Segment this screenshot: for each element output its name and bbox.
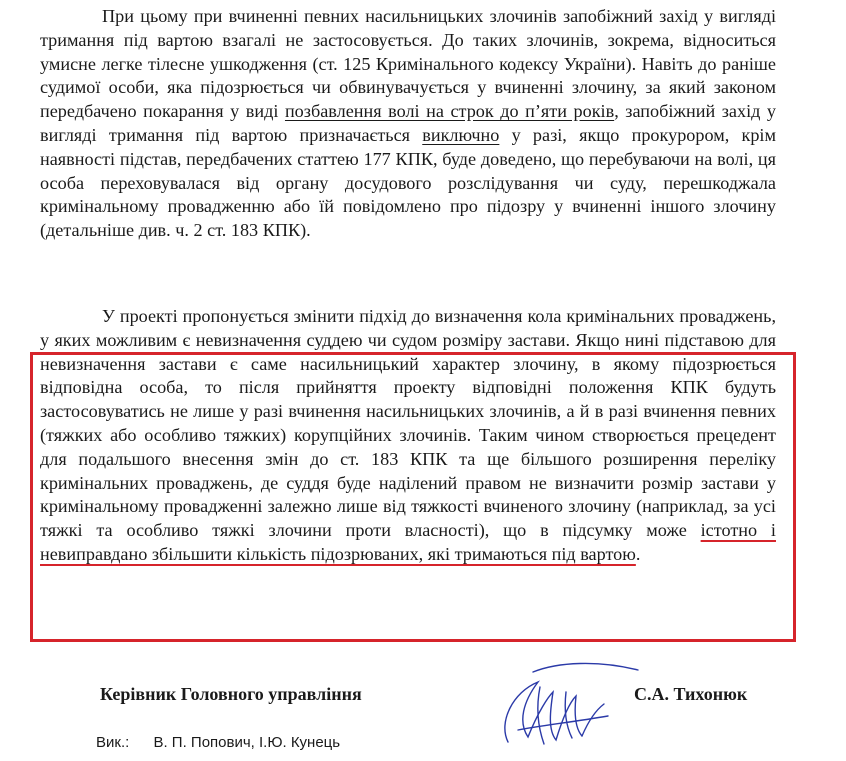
- paragraph2-text-b: .: [635, 543, 641, 564]
- paragraph-detention-rules: [40, 5, 776, 243]
- executors-label: Вик.:: [96, 734, 130, 751]
- paragraph1-text-b: , запобіжний захід у вигляді тримання під вартою призначається: [40, 101, 776, 145]
- handwritten-signature-icon: [478, 652, 648, 752]
- signatory-name: С.А. Тихонюк: [634, 684, 748, 704]
- executors-names: В. П. Попович, І.Ю. Кунець: [153, 734, 341, 751]
- paragraph2-text-a: У проекті пропонується змінити підхід до визначення кола кримінальних проваджень, у яких можливим є невизначення суддею чи судом розміру застави. Якщо нині підставою для невизначення застави є саме насильницький характер злочину, в якому підозрюється відповідна особа, то після прийняття проекту відповідні положення КПК будуть застосовуватись не лише у разі вчинення насильницьких злочинів, а й в разі вчинення певних (тяжких або особливо тяжких) корупційних злочинів. Таким чином створюється прецедент для подальшого внесення змін до ст. 183 КПК та ще більшого розширення переліку кримінальних проваджень, де суддя буде наділений правом не визначити розмір застави у кримінальному провадженні залежно лише від тяжкості вчиненого злочину (наприклад, за усі тяжкі та особливо тяжкі злочини проти власності), що в підсумку може: [40, 306, 776, 541]
- underlined-term-exclusively: виключно: [422, 124, 500, 145]
- signatory-title: Керівник Головного управління: [100, 684, 362, 704]
- paragraph1-text-c: у разі, якщо прокурором, крім наявності підстав, передбачених статтею 177 КПК, буде доведено, що перебуваючи на волі, ця особа переховувалася від органу досудового розслідування чи суду, перешкоджала кримінальному провадженню або їй повідомлено про підозру у вчиненні іншого злочину (детальніше див. ч. 2 ст. 183 КПК).: [40, 124, 776, 241]
- paragraph-bail-proposal: [40, 305, 776, 567]
- paragraph1-text-a: При цьому при вчиненні певних насильницьких злочинів запобіжний захід у вигляді тримання під вартою взагалі не застосовується. До таких злочинів, зокрема, відноситься умисне легке тілесне ушкодження (ст. 125 Кримінального кодексу України). Навіть до раніше судимої особи, яка підозрюється чи обвинувачується у вчиненні злочину, за який законом передбачено покарання у виді: [40, 6, 776, 122]
- highlighted-conclusion: істотно і невиправдано збільшити кількість підозрюваних, які тримаються під вартою: [40, 520, 776, 564]
- underlined-term-imprisonment: позбавлення волі на строк до п’яти років: [284, 101, 615, 122]
- executors-line: [96, 734, 340, 751]
